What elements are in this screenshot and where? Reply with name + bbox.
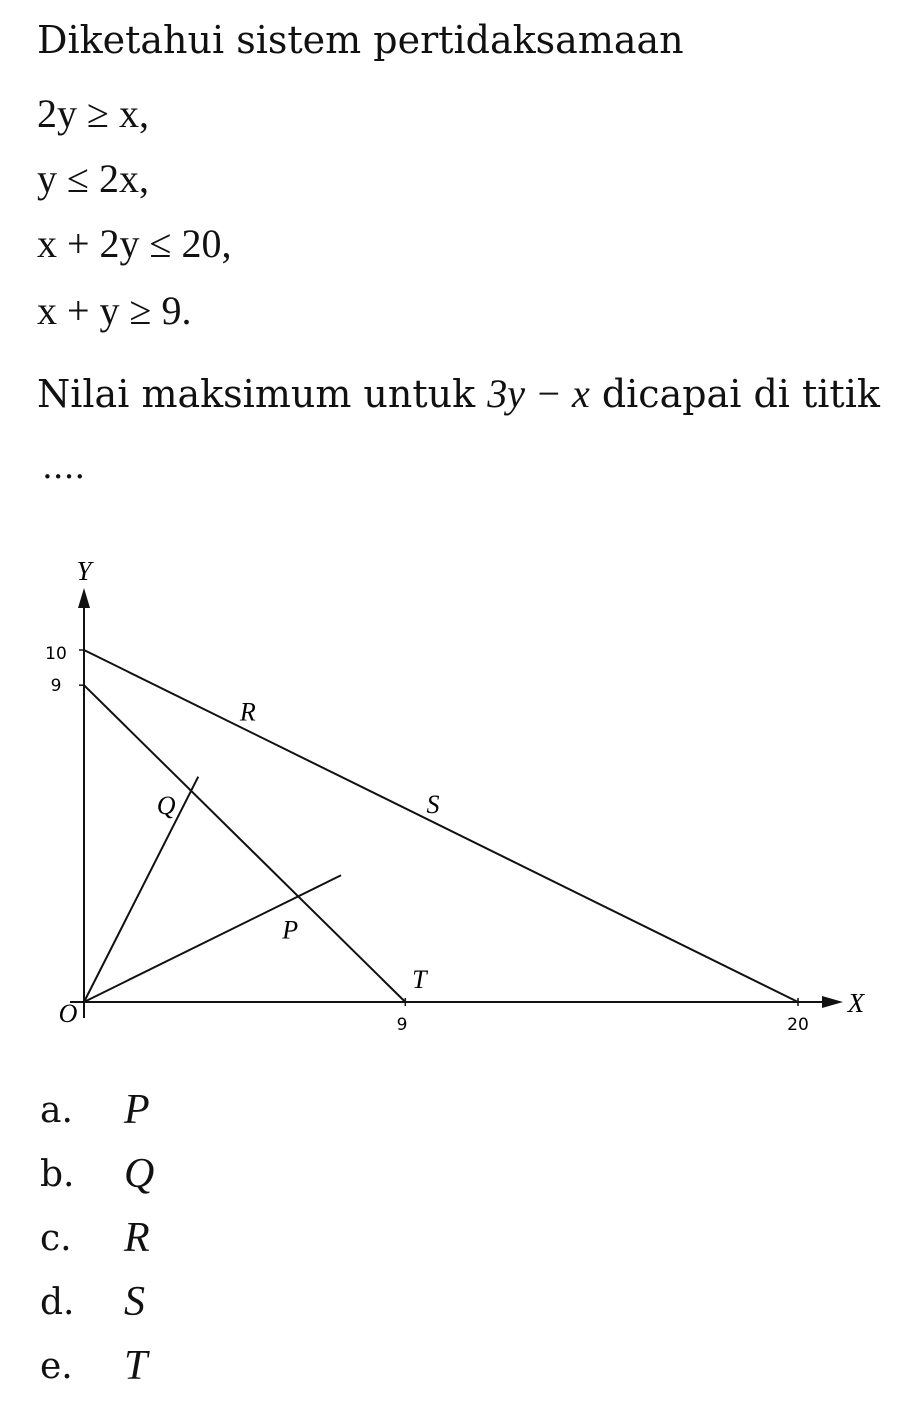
option-letter: d. <box>40 1281 75 1323</box>
y-tick-label-9: 9 <box>50 676 62 696</box>
answer-options <box>40 1078 154 1398</box>
x-axis-label: X <box>847 988 865 1018</box>
inequality-3: x + 2y ≤ 20, <box>37 221 232 266</box>
x-axis-arrow <box>822 996 843 1008</box>
option-c[interactable] <box>40 1206 154 1270</box>
option-e[interactable] <box>40 1334 154 1398</box>
point-label-s: S <box>426 790 440 819</box>
option-letter: a. <box>40 1089 73 1131</box>
problem-intro: Diketahui sistem pertidaksamaan <box>37 18 684 62</box>
option-letter: b. <box>40 1153 75 1195</box>
inequality-4: x + y ≥ 9. <box>37 288 192 333</box>
question-expression: 3y − x <box>487 371 590 416</box>
inequality-2: y ≤ 2x, <box>37 156 149 201</box>
option-letter: c. <box>40 1217 72 1259</box>
boundary-line-2 <box>84 875 341 1002</box>
inequality-1: 2y ≥ x, <box>37 91 149 136</box>
option-a[interactable] <box>40 1078 154 1142</box>
x-tick-label-20: 20 <box>787 1015 809 1035</box>
boundary-line-4 <box>84 685 405 1002</box>
option-value: R <box>124 1215 150 1261</box>
option-value: P <box>124 1087 150 1133</box>
boundary-line-1 <box>84 777 198 1002</box>
question-ellipsis: .... <box>42 447 86 487</box>
x-tick-label-9: 9 <box>396 1015 408 1035</box>
option-d[interactable] <box>40 1270 154 1334</box>
point-label-r: R <box>239 697 256 727</box>
origin-label: O <box>58 999 78 1028</box>
y-tick-label-10: 10 <box>45 644 67 664</box>
option-value: Q <box>124 1151 155 1197</box>
question-after: dicapai di titik <box>589 372 880 416</box>
option-value: T <box>124 1343 148 1389</box>
point-label-q: Q <box>156 790 176 820</box>
option-letter: e. <box>40 1345 73 1387</box>
option-value: S <box>124 1279 145 1325</box>
option-b[interactable] <box>40 1142 154 1206</box>
point-label-t: T <box>412 965 427 994</box>
y-axis-arrow <box>78 588 90 608</box>
point-label-p: P <box>282 915 299 945</box>
question-before: Nilai maksimum untuk <box>37 372 488 416</box>
y-axis-label: Y <box>76 556 92 586</box>
